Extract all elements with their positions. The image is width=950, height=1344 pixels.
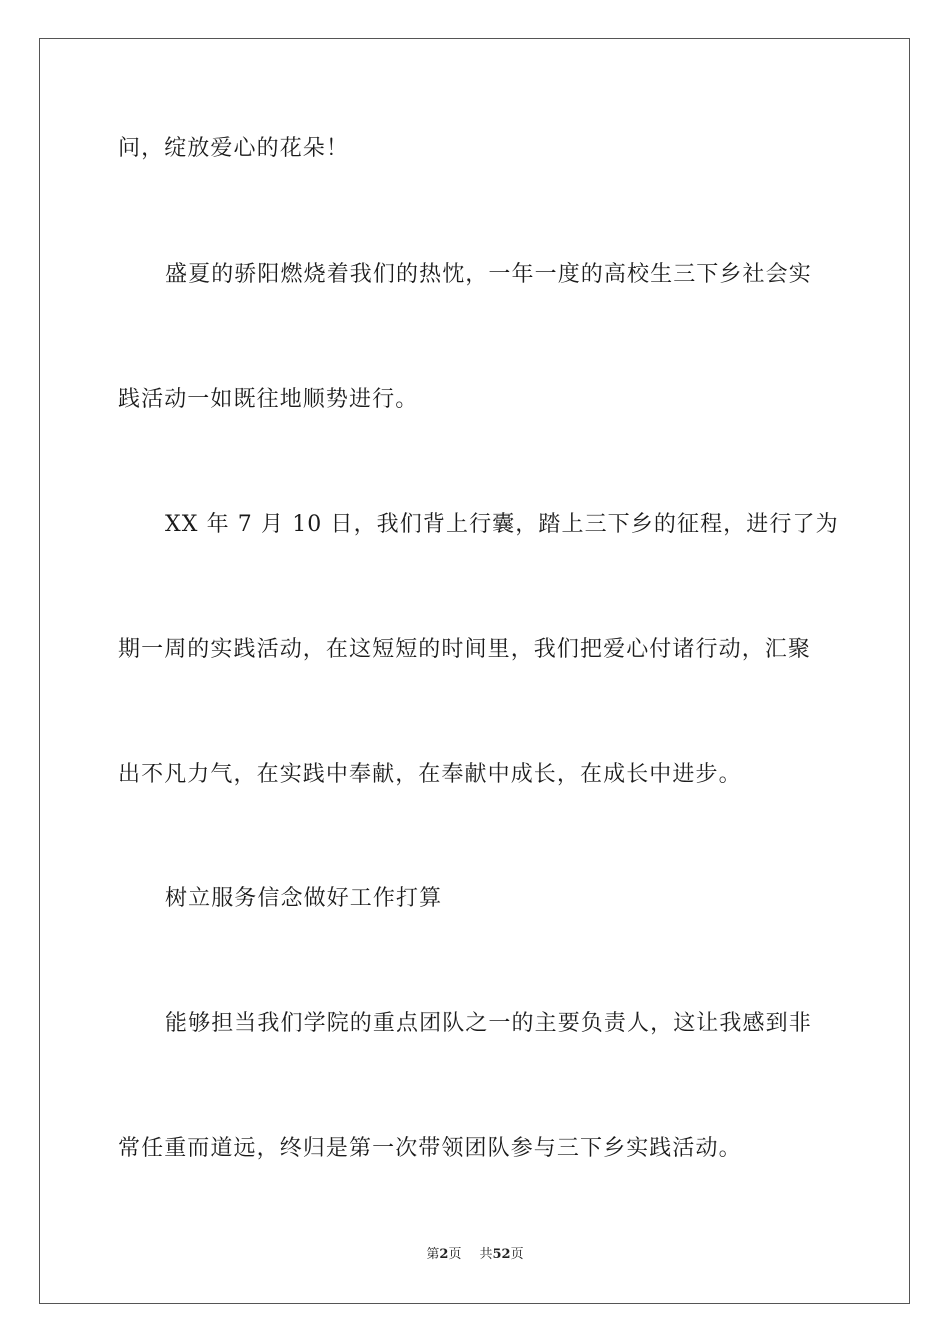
body-line-2: 盛夏的骄阳燃烧着我们的热忱，一年一度的高校生三下乡社会实: [165, 262, 812, 287]
body-line-4: XX 年 7 月 10 日，我们背上行囊，踏上三下乡的征程，进行了为: [165, 512, 839, 537]
page-suffix: 页: [448, 1247, 462, 1262]
page-number: 2: [439, 1247, 449, 1262]
total-prefix: 共: [479, 1247, 493, 1262]
page-footer: [0, 1246, 950, 1264]
body-line-6: 出不凡力气，在实践中奉献，在奉献中成长，在成长中进步。: [118, 762, 742, 787]
page-prefix: 第: [426, 1247, 440, 1262]
body-line-8: 常任重而道远，终归是第一次带领团队参与三下乡实践活动。: [118, 1136, 742, 1161]
body-line-7: 能够担当我们学院的重点团队之一的主要负责人，这让我感到非: [165, 1011, 812, 1036]
body-line-1: 问，绽放爱心的花朵！: [118, 136, 350, 161]
body-line-3: 践活动一如既往地顺势进行。: [118, 387, 419, 412]
page-border: [39, 38, 910, 1304]
total-suffix: 页: [510, 1247, 524, 1262]
section-heading: 树立服务信念做好工作打算: [165, 886, 443, 911]
total-pages: 52: [492, 1247, 511, 1262]
body-line-5: 期一周的实践活动，在这短短的时间里，我们把爱心付诸行动，汇聚: [118, 637, 812, 662]
